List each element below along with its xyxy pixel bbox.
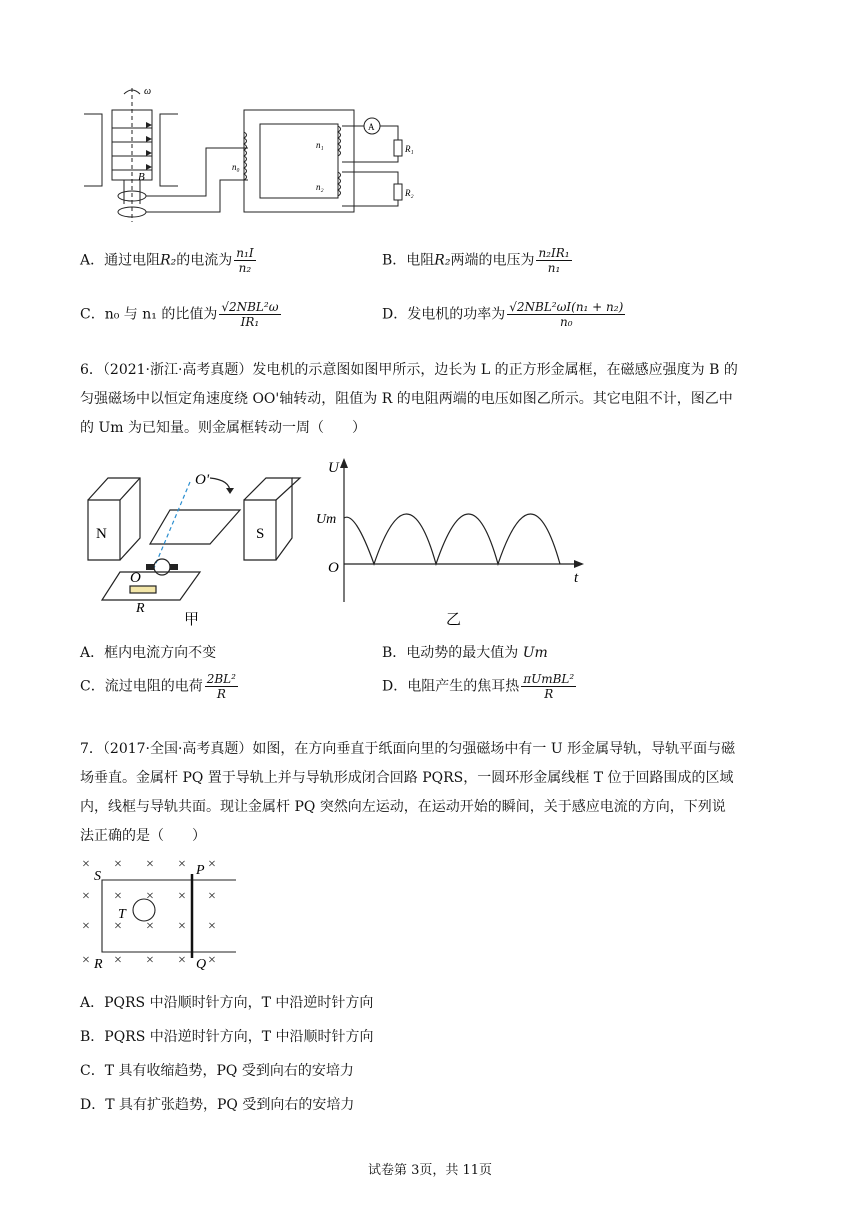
q5-c-fraction: $\frac{\text{√2NBL²ω}}{\text{IR₁}}$	[221, 300, 279, 329]
n1-label: n₁	[316, 140, 324, 150]
field-cross-mark: ×	[82, 889, 90, 904]
q6-figure-yi	[310, 456, 590, 634]
q-label: Q	[196, 957, 207, 972]
field-cross-mark: ×	[146, 889, 154, 904]
field-cross-mark: ×	[208, 857, 216, 872]
field-cross-mark: ×	[114, 919, 122, 934]
field-cross-mark: ×	[208, 953, 216, 968]
p-label: P	[196, 863, 205, 878]
field-cross-mark: ×	[146, 953, 154, 968]
t-axis-label: t	[574, 570, 579, 586]
field-cross-mark: ×	[114, 889, 122, 904]
o-label: O	[130, 570, 141, 586]
q6-c-fraction: $\frac{\text{2BL²}}{R}$	[206, 672, 236, 701]
q5-option-b[interactable]: B．电阻R₂两端的电压为 $\frac{\text{n₂IR₁}}{\text{n₁}}$	[382, 246, 570, 275]
field-cross-mark: ×	[208, 889, 216, 904]
q6-option-d[interactable]: D．电阻产生的焦耳热 $\frac{\text{πUmBL²}}{R}$	[382, 672, 575, 701]
magnet-n-label: N	[96, 526, 107, 542]
q5-b-fraction: $\frac{\text{n₂IR₁}}{\text{n₁}}$	[538, 246, 570, 275]
um-label: Um	[316, 512, 337, 527]
q6-figure-jia	[80, 460, 320, 630]
page-footer: 试卷第 3页，共 11页	[367, 1163, 493, 1178]
q6-option-c[interactable]: C．流过电阻的电荷 $\frac{\text{2BL²}}{R}$	[80, 672, 236, 701]
field-cross-mark: ×	[114, 953, 122, 968]
q5-figure	[80, 82, 420, 222]
field-cross-mark: ×	[82, 953, 90, 968]
field-cross-mark: ×	[178, 857, 186, 872]
n2-label: n₂	[316, 182, 324, 192]
t-label: T	[118, 907, 126, 922]
field-cross-mark: ×	[146, 857, 154, 872]
r2-label: R₂	[405, 188, 414, 198]
q5-option-c[interactable]: C．n₀ 与 n₁ 的比值为 $\frac{\text{√2NBL²ω}}{\text{IR₁}}$	[80, 300, 279, 329]
q7-figure	[80, 852, 250, 978]
magnet-s-label: S	[256, 526, 265, 542]
ammeter-label: A	[368, 122, 375, 132]
field-cross-mark: ×	[178, 953, 186, 968]
q7-stem: 7．（2017·全国·高考真题）如图，在方向垂直于纸面向里的匀强磁场中有一 U 形金属导轨，导轨平面与磁 场垂直。金属杆 PQ 置于导轨上并与导轨形成闭合回路 PQRS，一圆环形金属线框 T 位于回路围成的区域 内，线框与导轨共面。现让金属杆 PQ 突然向左运动，在运动开始的瞬间，关于感应电流的方向，下列说 法正确的是（ ）	[80, 741, 736, 844]
q6-stem: 6．（2021·浙江·高考真题）发电机的示意图如图甲所示，边长为 L 的正方形金属框，在磁感应强度为 B 的 匀强磁场中以恒定角速度绕 OO'轴转动，阻值为 R 的电阻两端的电压如图乙所示。其它电阻不计，图乙中 的 Um 为已知量。则金属框转动一周（ ）	[80, 362, 738, 436]
yi-caption: 乙	[446, 612, 462, 628]
q7-option-c[interactable]: C．T 具有收缩趋势，PQ 受到向右的安培力	[80, 1063, 354, 1079]
omega-label: ω	[144, 86, 152, 97]
q7-option-d[interactable]: D．T 具有扩张趋势，PQ 受到向右的安培力	[80, 1097, 355, 1113]
b-label: B	[138, 171, 145, 183]
jia-caption: 甲	[184, 612, 200, 628]
field-cross-mark: ×	[178, 919, 186, 934]
o-prime-label: O'	[195, 472, 210, 488]
field-cross-mark: ×	[146, 919, 154, 934]
r-label: R	[136, 601, 145, 616]
q5-d-fraction: $\frac{\text{√2NBL²ωI(n₁ + n₂)}}{\text{n₀}}$	[509, 300, 624, 329]
n0-label: n₀	[232, 162, 240, 172]
field-cross-mark: ×	[82, 857, 90, 872]
q7-option-a[interactable]: A．PQRS 中沿顺时针方向，T 中沿逆时针方向	[80, 995, 374, 1011]
field-cross-mark: ×	[208, 919, 216, 934]
s-label: S	[94, 869, 101, 884]
u-axis-label: U	[328, 460, 339, 476]
q5-option-d[interactable]: D．发电机的功率为 $\frac{\text{√2NBL²ωI(n₁ + n₂)}}{\text{n₀}}$	[382, 300, 624, 329]
r1-label: R₁	[405, 144, 414, 154]
q6-d-fraction: $\frac{\text{πUmBL²}}{R}$	[523, 672, 575, 701]
q7-option-b[interactable]: B．PQRS 中沿逆时针方向，T 中沿顺时针方向	[80, 1029, 374, 1045]
field-cross-mark: ×	[114, 857, 122, 872]
field-cross-mark: ×	[178, 889, 186, 904]
q5-option-a[interactable]: A．通过电阻R₂的电流为 $\frac{\text{n₁I}}{\text{n₂}}$	[80, 246, 254, 275]
origin-label: O	[328, 560, 339, 576]
q6-option-b[interactable]: B．电动势的最大值为 Um	[382, 645, 548, 661]
q5-a-fraction: $\frac{\text{n₁I}}{\text{n₂}}$	[236, 246, 254, 275]
r-label: R	[94, 957, 103, 972]
field-cross-mark: ×	[82, 919, 90, 934]
q6-option-a[interactable]: A．框内电流方向不变	[80, 645, 217, 661]
